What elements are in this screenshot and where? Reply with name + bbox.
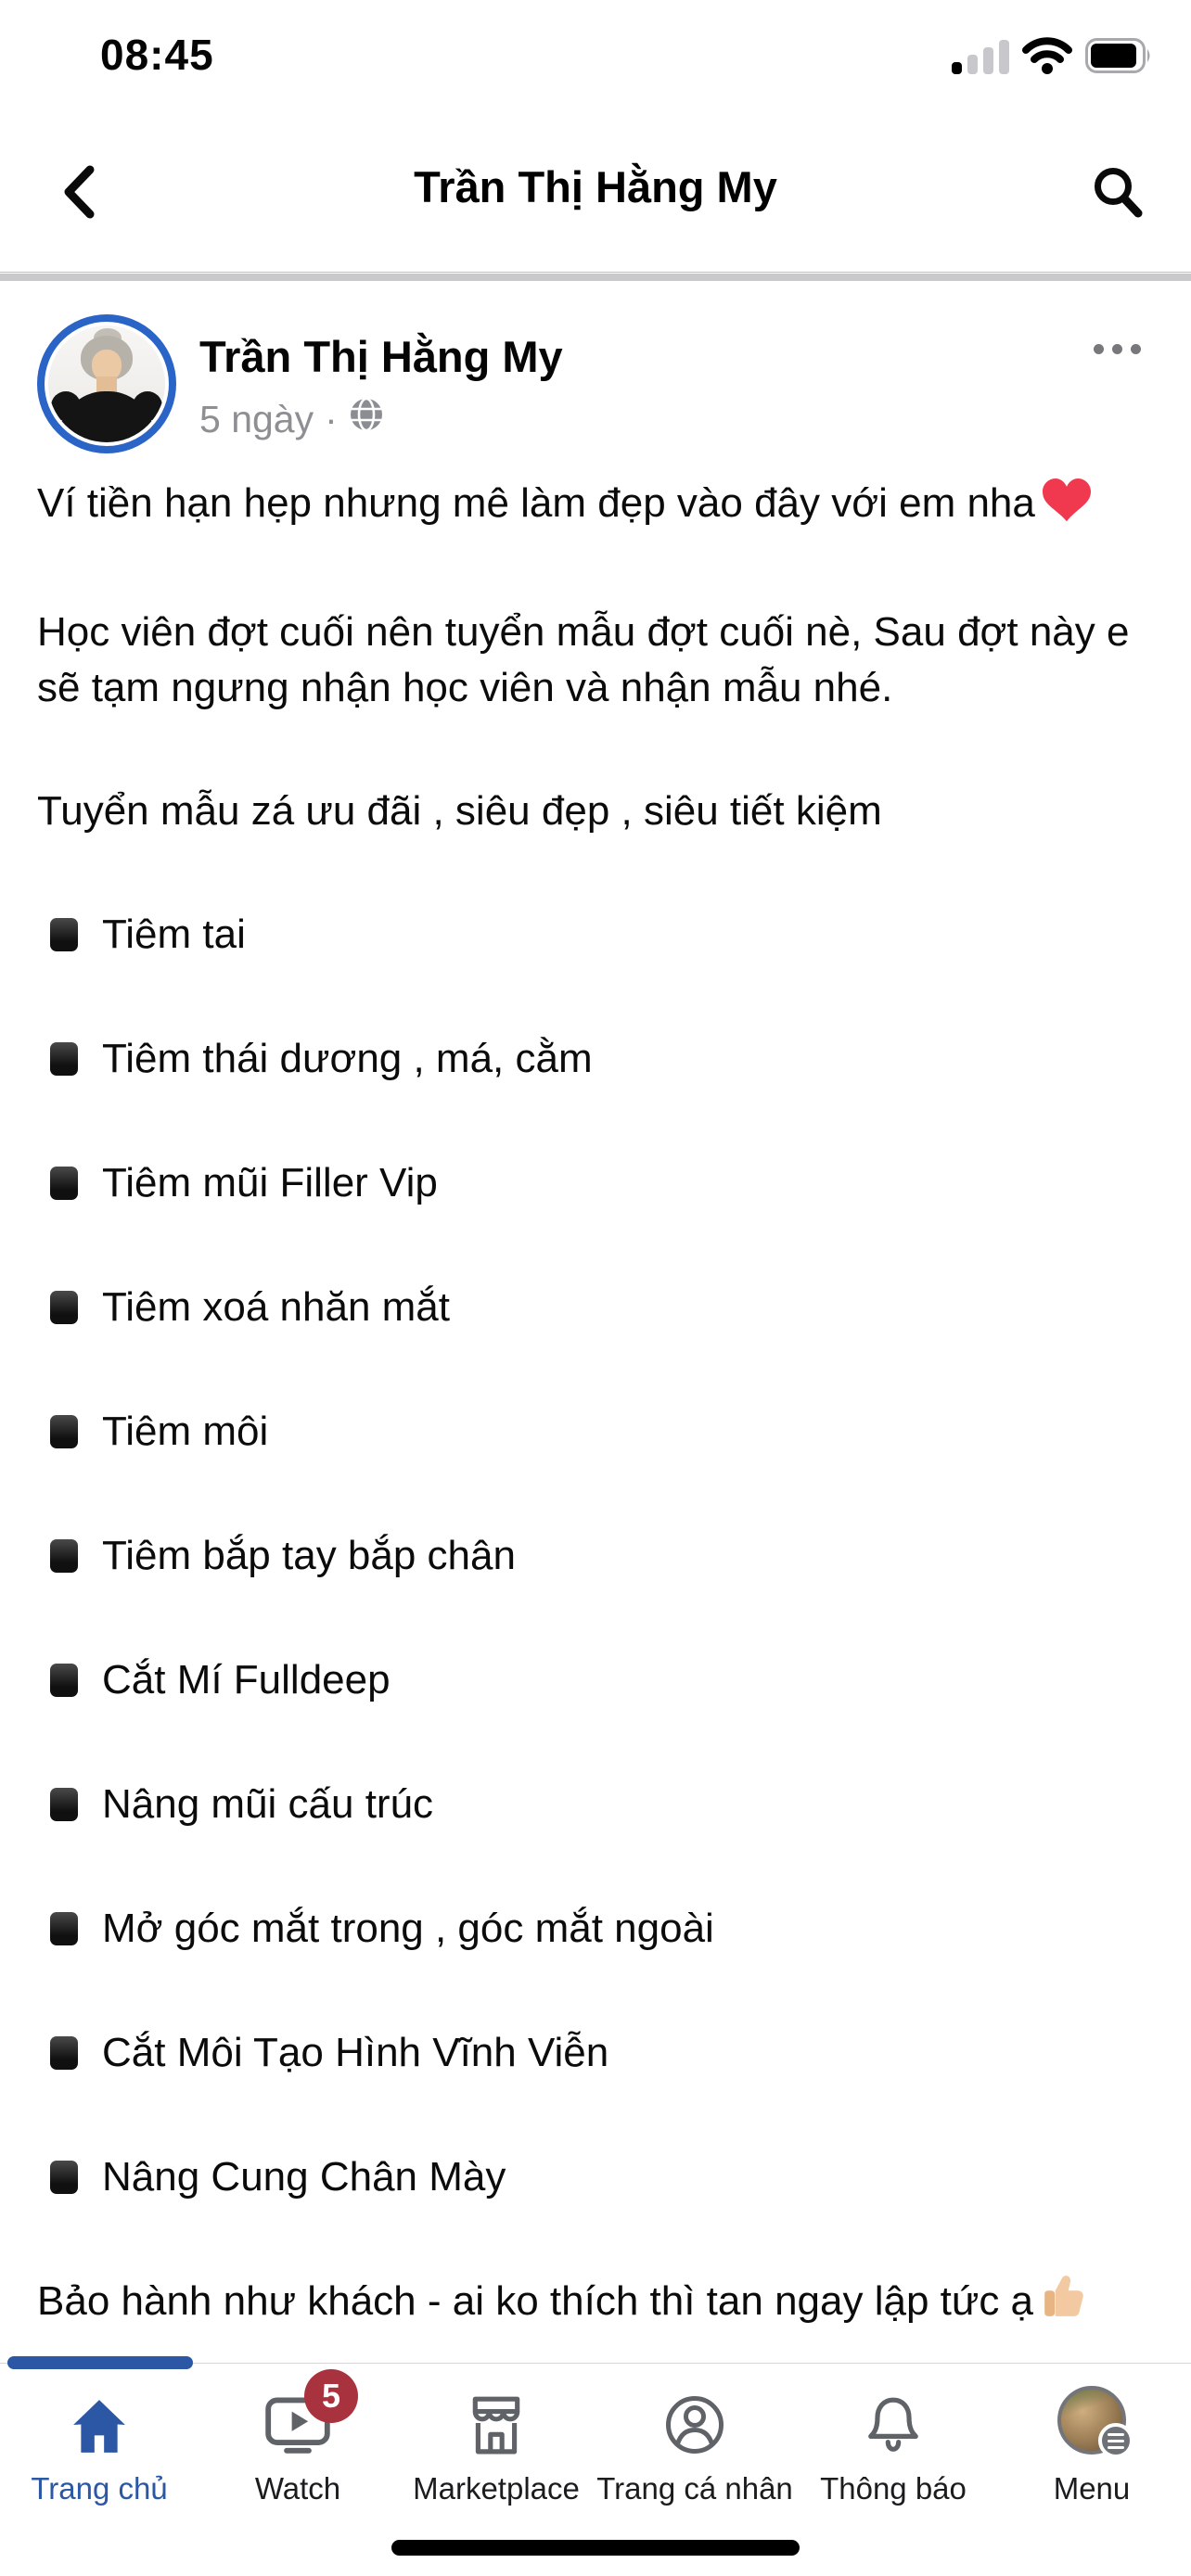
post-paragraph: Ví tiền hạn hẹp nhưng mê làm đẹp vào đây với em nha <box>37 476 1154 537</box>
search-button[interactable] <box>1085 156 1150 230</box>
home-icon <box>68 2388 131 2455</box>
hamburger-menu-icon <box>1098 2423 1133 2458</box>
tab-menu[interactable]: Menu <box>992 2364 1191 2521</box>
tab-watch[interactable]: 5 Watch <box>198 2364 397 2521</box>
list-item: Tiêm xoá nhăn mắt <box>50 1280 1154 1335</box>
profile-icon <box>665 2388 724 2455</box>
post-closing-line: Bảo hành như khách - ai ko thích thì tan ngay lập tức ạ <box>37 2274 1154 2335</box>
more-options-button[interactable] <box>1084 335 1150 363</box>
black-square-bullet <box>50 1415 78 1448</box>
status-bar <box>0 0 1191 121</box>
list-item: Tiêm môi <box>50 1404 1154 1460</box>
thumbs-up-emoji <box>1041 2274 1087 2335</box>
avatar-photo <box>48 325 165 442</box>
tab-home[interactable]: Trang chủ <box>0 2364 198 2521</box>
bell-icon <box>866 2388 920 2455</box>
bottom-tab-bar <box>0 2363 1191 2576</box>
list-item: Tiêm thái dương , má, cằm <box>50 1031 1154 1087</box>
post-paragraph: Học viên đợt cuối nên tuyển mẫu đợt cuối nè, Sau đợt này e sẽ tạm ngưng nhận học viên và nhận mẫu nhé. <box>37 609 1130 710</box>
author-name[interactable]: Trần Thị Hằng My <box>199 332 563 381</box>
post-age: 5 ngày <box>199 397 314 440</box>
post <box>0 281 1191 2403</box>
post-paragraph: Tuyển mẫu zá ưu đãi , siêu đẹp , siêu tiết kiệm <box>37 788 882 834</box>
tab-marketplace[interactable]: Marketplace <box>397 2364 596 2521</box>
tab-profile[interactable]: Trang cá nhân <box>596 2364 794 2521</box>
black-square-bullet <box>50 2036 78 2070</box>
black-square-bullet <box>50 1788 78 1821</box>
black-square-bullet <box>50 1167 78 1200</box>
watch-notification-badge: 5 <box>304 2369 358 2423</box>
menu-avatar-icon <box>1057 2388 1126 2455</box>
black-square-bullet <box>50 1291 78 1324</box>
post-header <box>0 281 1191 453</box>
black-square-bullet <box>50 1042 78 1076</box>
list-item: Cắt Mí Fulldeep <box>50 1652 1154 1708</box>
tab-notifications[interactable]: Thông báo <box>794 2364 992 2521</box>
cellular-signal-icon <box>952 37 1009 79</box>
list-item: Tiêm tai <box>50 907 1154 963</box>
wifi-icon <box>1022 37 1072 79</box>
status-time: 08:45 <box>100 31 214 79</box>
marketplace-icon <box>466 2388 527 2455</box>
ellipsis-icon <box>1094 344 1104 354</box>
profile-avatar[interactable] <box>37 314 176 453</box>
status-icons <box>952 37 1152 79</box>
service-list <box>37 907 1154 2205</box>
list-item: Nâng mũi cấu trúc <box>50 1777 1154 1832</box>
list-item: Cắt Môi Tạo Hình Vĩnh Viễn <box>50 2025 1154 2081</box>
search-icon <box>1092 208 1144 222</box>
black-square-bullet <box>50 2161 78 2194</box>
black-square-bullet <box>50 918 78 951</box>
post-meta <box>199 397 1154 441</box>
black-square-bullet <box>50 1664 78 1697</box>
red-heart-emoji <box>1043 478 1091 537</box>
list-item: Tiêm bắp tay bắp chân <box>50 1528 1154 1584</box>
section-divider <box>0 274 1191 281</box>
list-item: Tiêm mũi Filler Vip <box>50 1155 1154 1211</box>
list-item: Nâng Cung Chân Mày <box>50 2149 1154 2205</box>
globe-privacy-icon <box>349 397 384 441</box>
black-square-bullet <box>50 1539 78 1573</box>
post-text <box>0 453 1191 2335</box>
home-indicator[interactable] <box>391 2540 800 2556</box>
black-square-bullet <box>50 1912 78 1945</box>
meta-dot: · <box>325 397 338 440</box>
navigation-header <box>0 121 1191 273</box>
page-title: Trần Thị Hằng My <box>414 162 777 211</box>
list-item: Mở góc mắt trong , góc mắt ngoài <box>50 1901 1154 1957</box>
battery-icon <box>1085 38 1152 78</box>
